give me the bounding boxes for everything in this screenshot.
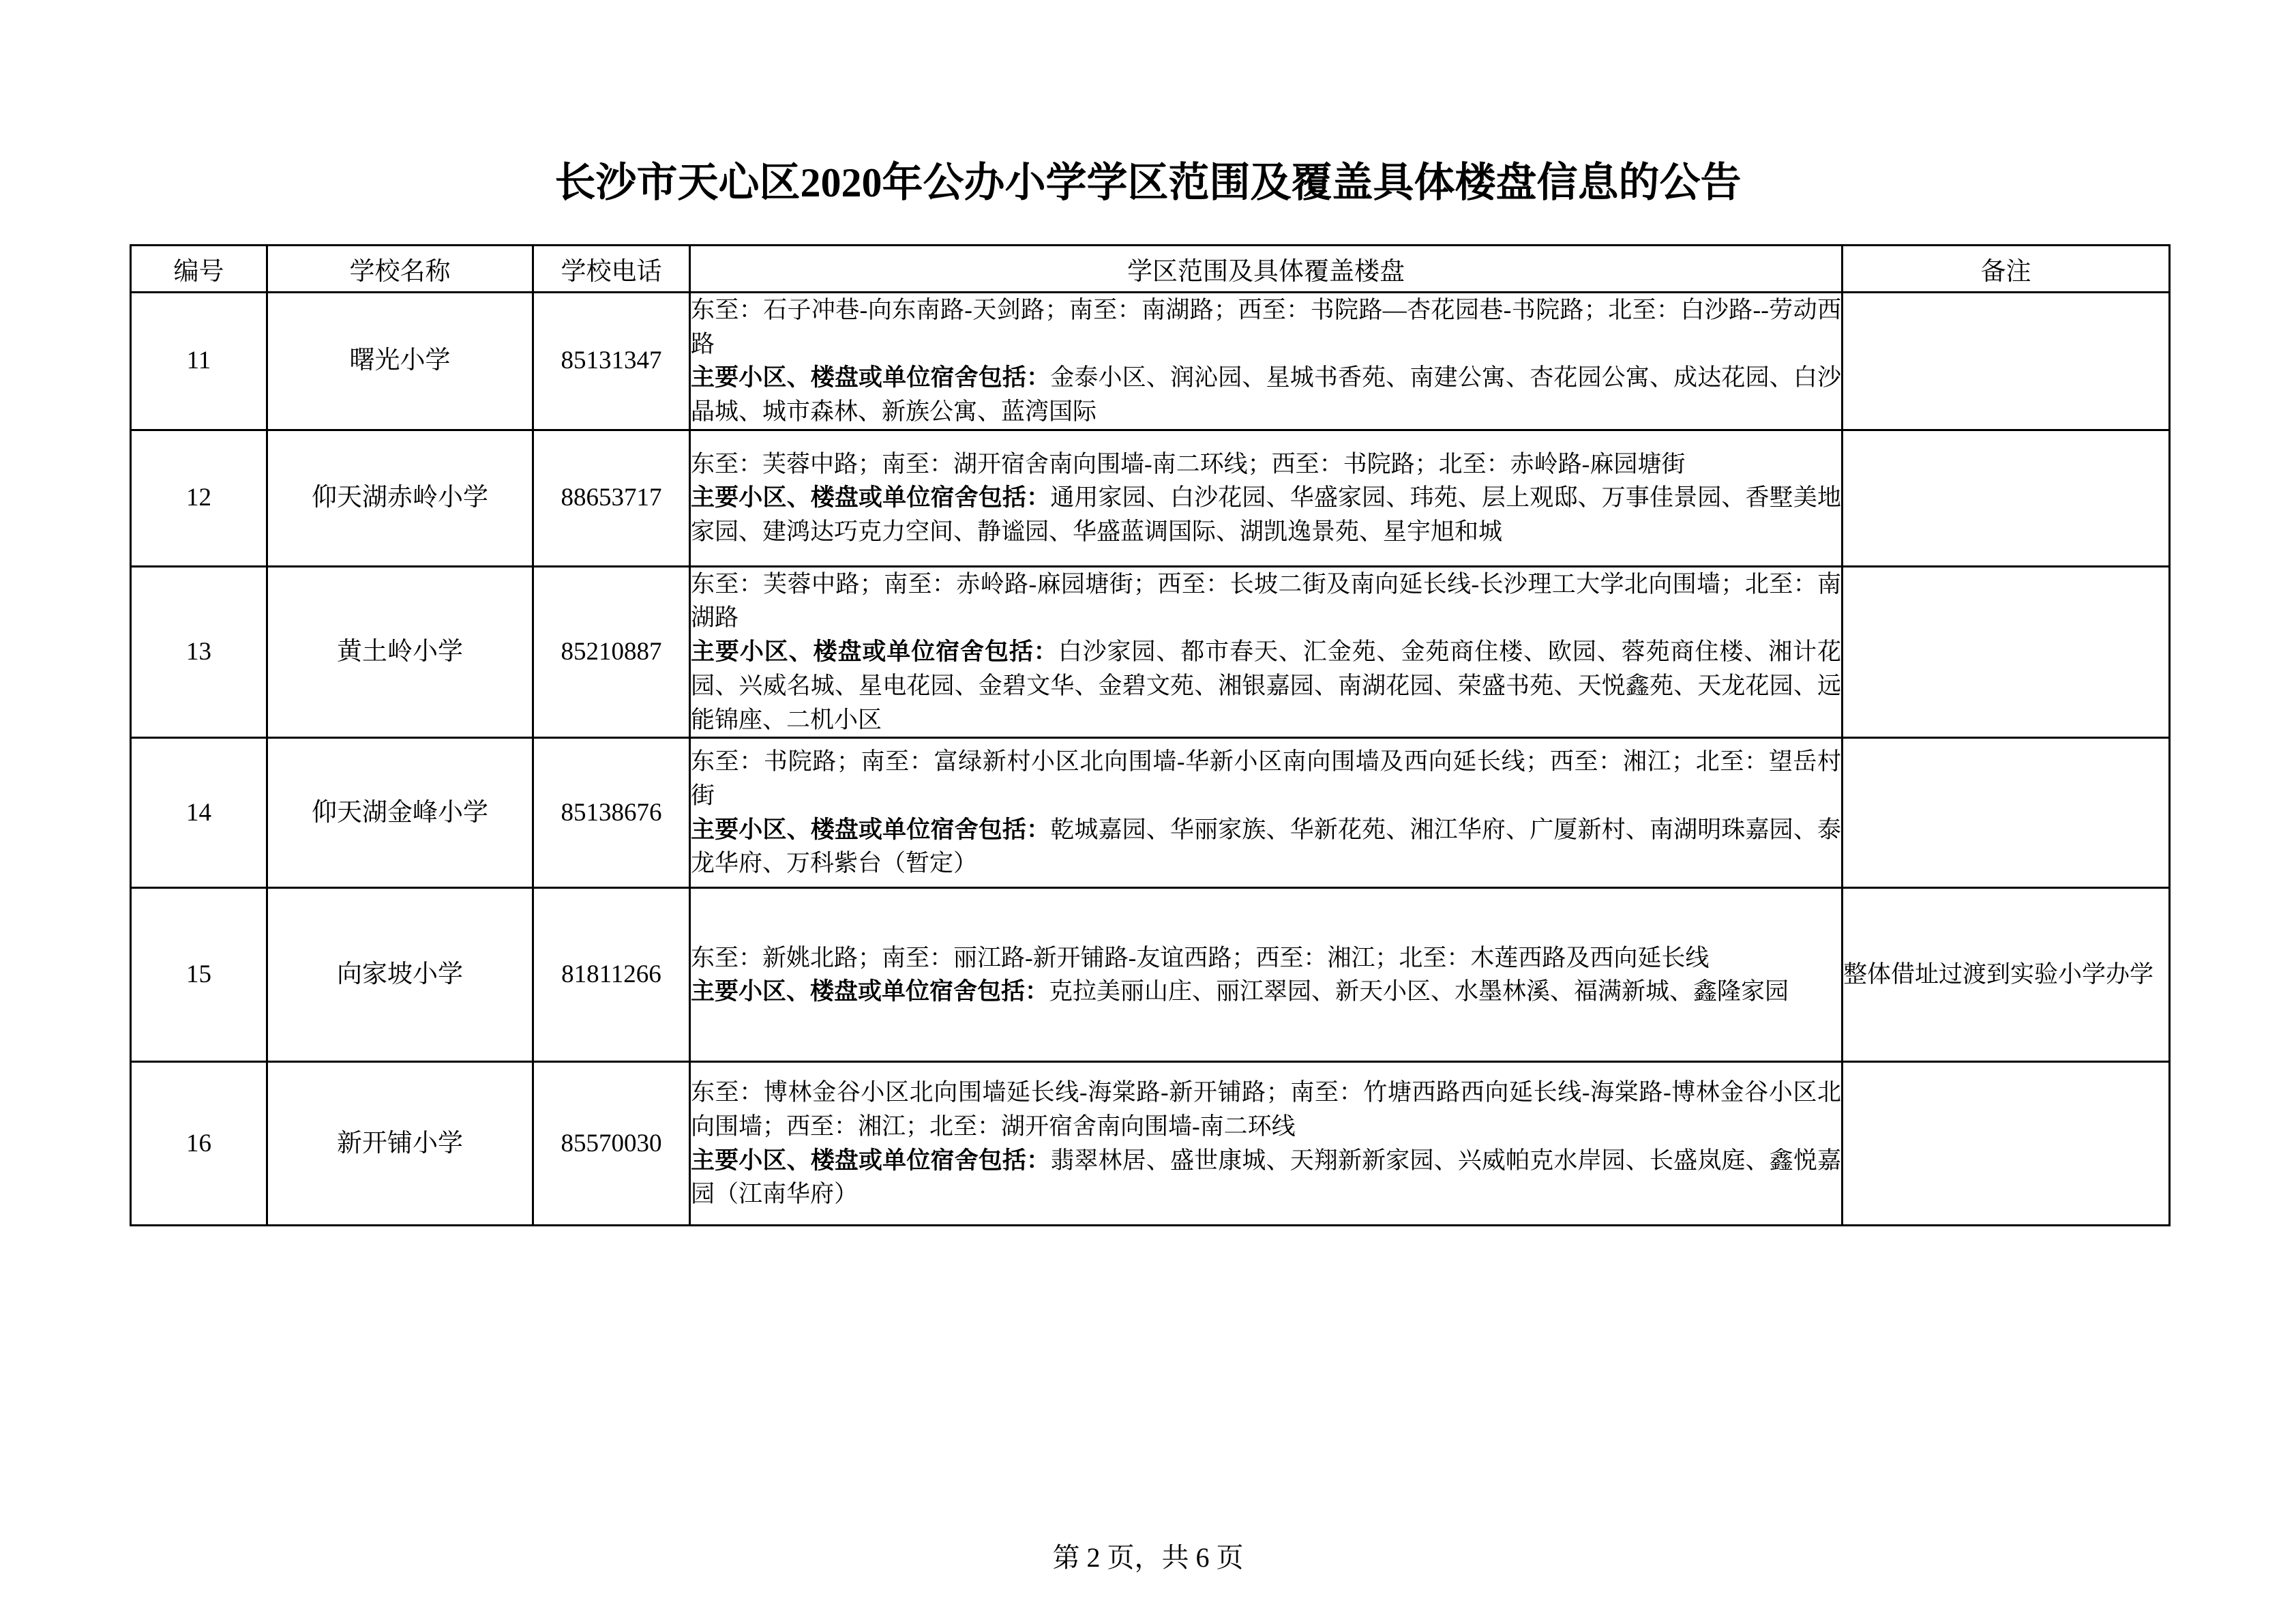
cell-zone-range bbox=[690, 430, 1843, 566]
cell-school-name: 曙光小学 bbox=[267, 293, 533, 430]
cell-school-name: 仰天湖赤岭小学 bbox=[267, 430, 533, 566]
column-header-id: 编号 bbox=[131, 246, 267, 293]
cell-school-id: 15 bbox=[131, 888, 267, 1062]
column-header-zone-range: 学区范围及具体覆盖楼盘 bbox=[690, 246, 1843, 293]
estates-list: 通用家园、白沙花园、华盛家园、玮苑、层上观邸、万事佳景园、香墅美地家园、建鸿达巧克力空间、静谧园、华盛蓝调国际、湖凯逸景苑、星宇旭和城 bbox=[691, 484, 1841, 546]
table-row bbox=[131, 430, 2170, 566]
zone-boundary-text: 东至：新姚北路；南至：丽江路-新开铺路-友谊西路；西至：湘江；北至：木莲西路及西向延长线 bbox=[691, 944, 1710, 971]
cell-zone-range bbox=[690, 566, 1843, 737]
cell-school-id: 14 bbox=[131, 738, 267, 888]
cell-zone-range bbox=[690, 738, 1843, 888]
cell-school-id: 13 bbox=[131, 566, 267, 737]
table-header-row bbox=[131, 246, 2170, 293]
estates-list: 克拉美丽山庄、丽江翠园、新天小区、水墨林溪、福满新城、鑫隆家园 bbox=[1049, 978, 1789, 1005]
cell-school-phone: 81811266 bbox=[533, 888, 690, 1062]
cell-school-name: 仰天湖金峰小学 bbox=[267, 738, 533, 888]
cell-zone-range bbox=[690, 888, 1843, 1062]
zone-boundary-text: 东至：书院路；南至：富绿新村小区北向围墙-华新小区南向围墙及西向延长线；西至：湘江；北至：望岳村街 bbox=[691, 748, 1841, 809]
cell-zone-range bbox=[690, 293, 1843, 430]
cell-school-phone: 85570030 bbox=[533, 1062, 690, 1226]
cell-school-name: 新开铺小学 bbox=[267, 1062, 533, 1226]
cell-zone-range bbox=[690, 1062, 1843, 1226]
zone-estates-line bbox=[691, 1144, 1841, 1211]
table-row bbox=[131, 566, 2170, 737]
estates-label: 主要小区、楼盘或单位宿舍包括： bbox=[691, 816, 1051, 843]
estates-label: 主要小区、楼盘或单位宿舍包括： bbox=[691, 484, 1051, 512]
cell-school-name: 黄土岭小学 bbox=[267, 566, 533, 737]
estates-label: 主要小区、楼盘或单位宿舍包括： bbox=[691, 638, 1058, 666]
cell-school-id: 11 bbox=[131, 293, 267, 430]
table-row bbox=[131, 738, 2170, 888]
estates-list: 白沙家园、都市春天、汇金苑、金苑商住楼、欧园、蓉苑商住楼、湘计花园、兴威名城、星电花园、金碧文华、金碧文苑、湘银嘉园、南湖花园、荣盛书苑、天悦鑫苑、天龙花园、远能锦座、二机小区 bbox=[691, 638, 1841, 733]
cell-remark bbox=[1843, 738, 2170, 888]
cell-school-phone: 85138676 bbox=[533, 738, 690, 888]
cell-school-phone: 85210887 bbox=[533, 566, 690, 737]
cell-school-id: 16 bbox=[131, 1062, 267, 1226]
cell-school-name: 向家坡小学 bbox=[267, 888, 533, 1062]
zone-boundary-text: 东至：芙蓉中路；南至：湖开宿舍南向围墙-南二环线；西至：书院路；北至：赤岭路-麻园塘街 bbox=[691, 450, 1686, 477]
cell-school-id: 12 bbox=[131, 430, 267, 566]
school-zone-table-wrapper bbox=[130, 244, 2168, 1226]
table-row bbox=[131, 293, 2170, 430]
zone-boundary-text: 东至：芙蓉中路；南至：赤岭路-麻园塘街；西至：长坡二街及南向延长线-长沙理工大学北向围墙；北至：南湖路 bbox=[691, 570, 1841, 632]
estates-label: 主要小区、楼盘或单位宿舍包括： bbox=[691, 364, 1051, 392]
cell-remark bbox=[1843, 1062, 2170, 1226]
cell-school-phone: 88653717 bbox=[533, 430, 690, 566]
column-header-school-name: 学校名称 bbox=[267, 246, 533, 293]
table-body bbox=[131, 293, 2170, 1226]
estates-list: 乾城嘉园、华丽家族、华新花苑、湘江华府、广厦新村、南湖明珠嘉园、泰龙华府、万科紫台（暂定） bbox=[691, 816, 1841, 877]
cell-school-phone: 85131347 bbox=[533, 293, 690, 430]
page-footer: 第 2 页，共 6 页 bbox=[1052, 1542, 1244, 1573]
zone-estates-line bbox=[691, 481, 1841, 548]
table-row bbox=[131, 888, 2170, 1062]
school-zone-table bbox=[130, 244, 2171, 1226]
zone-estates-line bbox=[691, 361, 1841, 428]
page-title: 长沙市天心区2020年公办小学学区范围及覆盖具体楼盘信息的公告 bbox=[554, 160, 1742, 205]
cell-remark bbox=[1843, 430, 2170, 566]
zone-boundary-text: 东至：石子冲巷-向东南路-天剑路；南至：南湖路；西至：书院路—杏花园巷-书院路；北至：白沙路--劳动西路 bbox=[691, 297, 1841, 357]
zone-estates-line bbox=[691, 813, 1841, 881]
table-header bbox=[131, 246, 2170, 293]
cell-remark bbox=[1843, 566, 2170, 737]
zone-estates-line bbox=[691, 635, 1841, 737]
estates-label: 主要小区、楼盘或单位宿舍包括： bbox=[691, 978, 1049, 1005]
cell-remark: 整体借址过渡到实验小学办学 bbox=[1843, 888, 2170, 1062]
column-header-remark: 备注 bbox=[1843, 246, 2170, 293]
estates-label: 主要小区、楼盘或单位宿舍包括： bbox=[691, 1147, 1051, 1174]
estates-list: 金泰小区、润沁园、星城书香苑、南建公寓、杏花园公寓、成达花园、白沙晶城、城市森林、新族公寓、蓝湾国际 bbox=[691, 364, 1841, 426]
zone-boundary-text: 东至：博林金谷小区北向围墙延长线-海棠路-新开铺路；南至：竹塘西路西向延长线-海棠路-博林金谷小区北向围墙；西至：湘江；北至：湖开宿舍南向围墙-南二环线 bbox=[691, 1079, 1841, 1140]
zone-estates-line bbox=[691, 975, 1841, 1009]
estates-list: 翡翠林居、盛世康城、天翔新新家园、兴威帕克水岸园、长盛岚庭、鑫悦嘉园（江南华府） bbox=[691, 1147, 1841, 1208]
table-row bbox=[131, 1062, 2170, 1226]
column-header-school-phone: 学校电话 bbox=[533, 246, 690, 293]
cell-remark bbox=[1843, 293, 2170, 430]
